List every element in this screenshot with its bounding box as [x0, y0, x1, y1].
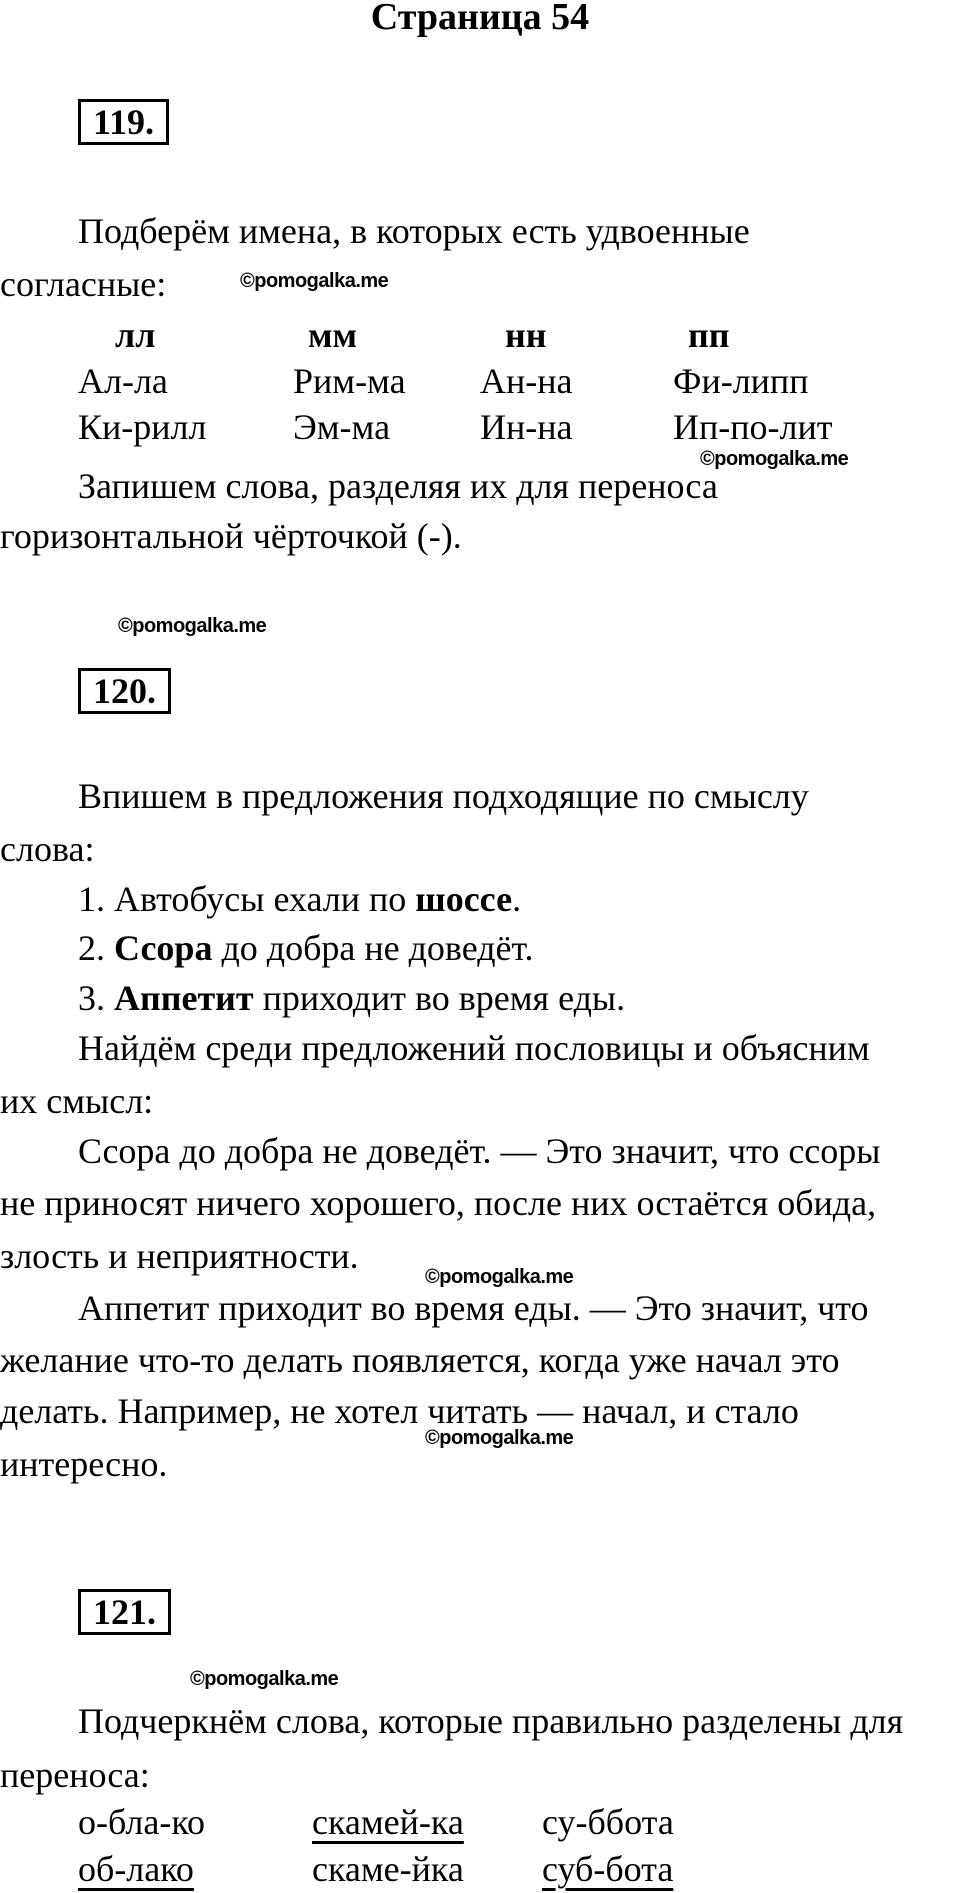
watermark: ©pomogalka.me [118, 615, 267, 637]
table-cell: Ан-на [480, 361, 573, 401]
ex120-answer1-line-3: злость и неприятности. [0, 1236, 359, 1276]
ex120-intro-line-2: слова: [0, 829, 95, 869]
table-header: мм [308, 315, 358, 355]
sentence-text: приходит во время еды. [253, 978, 626, 1018]
sentence-text: 2. [78, 928, 114, 968]
answer-word: Ссора [114, 928, 213, 968]
exercise-119-number-badge: 119. [78, 99, 169, 145]
table-cell: Ал-ла [78, 361, 168, 401]
ex120-answer1-line-1: Ссора до добра не доведёт. — Это значит, что ссоры [78, 1131, 881, 1171]
table-cell: Ин-на [480, 407, 573, 447]
hyphenation-words-grid [0, 1799, 960, 1893]
ex120-sentence-2 [78, 926, 534, 970]
ex120-answer1-line-2: не приносят ничего хорошего, после них остаётся обида, [0, 1183, 877, 1223]
watermark: ©pomogalka.me [425, 1427, 574, 1449]
ex121-intro-line-2: переноса: [0, 1755, 150, 1795]
word-row [0, 1846, 960, 1893]
word-cell: су-ббота [542, 1802, 674, 1842]
table-header: лл [115, 315, 156, 355]
table-cell: Фи-липп [673, 361, 809, 401]
ex120-answer2-line-1: Аппетит приходит во время еды. — Это значит, что [78, 1288, 869, 1328]
exercise-120-number-badge: 120. [78, 668, 171, 714]
table-header: пп [688, 315, 730, 355]
table-cell: Ип-по-лит [673, 407, 833, 447]
watermark: ©pomogalka.me [425, 1266, 574, 1288]
word-row [0, 1799, 960, 1846]
answer-word: шоссе [415, 879, 513, 919]
table-header: нн [505, 315, 547, 355]
sentence-text: 1. Автобусы ехали по [78, 879, 416, 919]
word-cell: о-бла-ко [78, 1802, 206, 1842]
answer-word: Аппетит [114, 978, 254, 1018]
table-cell: Ки-рилл [78, 407, 207, 447]
ex120-answer2-line-2: желание что-то делать появляется, когда уже начал это [0, 1340, 840, 1380]
sentence-text: 3. [78, 978, 114, 1018]
ex120-answer2-line-3: делать. Например, не хотел читать — начал, и стало [0, 1391, 799, 1431]
watermark: ©pomogalka.me [190, 1668, 339, 1690]
ex119-outro-line-1: Запишем слова, разделяя их для переноса [78, 466, 718, 506]
word-cell: об-лако [78, 1849, 194, 1889]
ex120-answer2-line-4: интересно. [0, 1444, 168, 1484]
table-cell: Рим-ма [293, 361, 406, 401]
double-consonant-names-table [0, 312, 960, 450]
ex121-intro-line-1: Подчеркнём слова, которые правильно разделены для [78, 1701, 904, 1741]
ex120-task2-line-1: Найдём среди предложений пословицы и объясним [78, 1028, 870, 1068]
ex119-intro-line-1: Подберём имена, в которых есть удвоенные [78, 211, 750, 251]
sentence-text: . [512, 879, 522, 919]
watermark: ©pomogalka.me [700, 448, 849, 470]
ex120-intro-line-1: Впишем в предложения подходящие по смыслу [78, 776, 809, 816]
ex119-intro-line-2: согласные: [0, 264, 167, 304]
word-cell: скаме-йка [312, 1849, 464, 1889]
table-cell: Эм-ма [293, 407, 391, 447]
sentence-text: до добра не доведёт. [212, 928, 534, 968]
page-title: Страница 54 [370, 0, 590, 38]
exercise-121-number-badge: 121. [78, 1589, 171, 1635]
word-cell: скамей-ка [312, 1802, 464, 1842]
ex120-task2-line-2: их смысл: [0, 1081, 154, 1121]
ex120-sentence-1 [78, 877, 521, 921]
ex119-outro-line-2: горизонтальной чёрточкой (-). [0, 516, 462, 556]
watermark: ©pomogalka.me [240, 270, 389, 292]
word-cell: суб-бота [542, 1849, 674, 1889]
ex120-sentence-3 [78, 976, 625, 1020]
